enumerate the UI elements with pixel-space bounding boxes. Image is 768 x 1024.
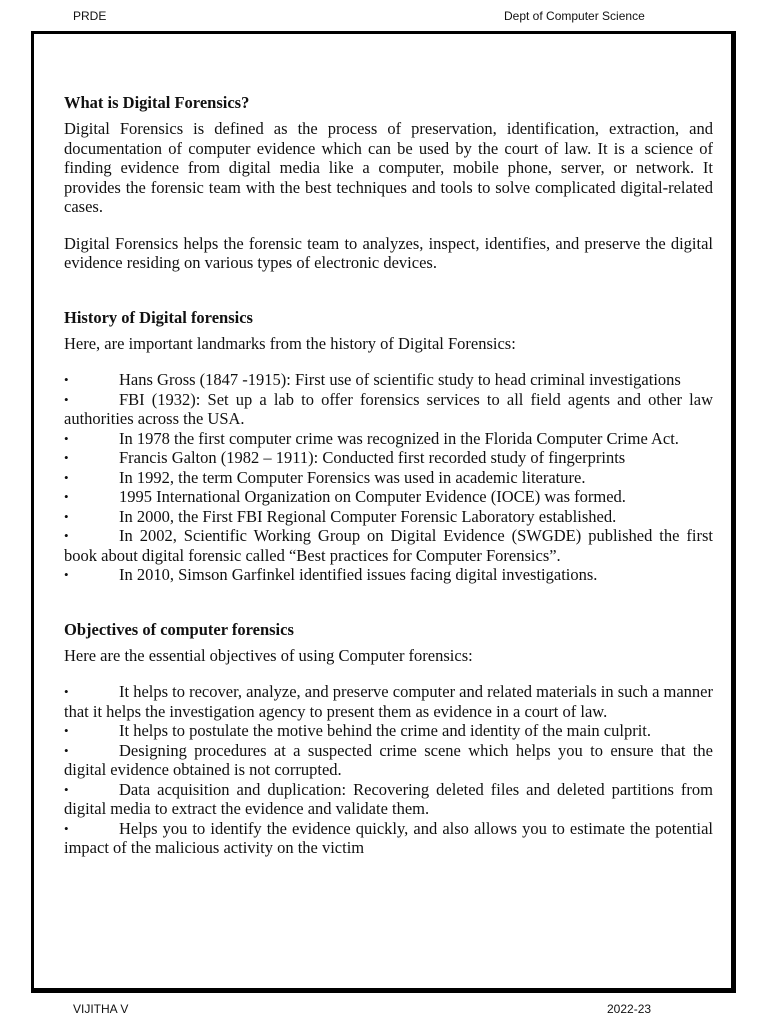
- paragraph: Digital Forensics helps the forensic team to analyzes, inspect, identifies, and preserve the digital evidence residing on various types of electronic devices.: [64, 233, 713, 272]
- bullet: •: [64, 391, 69, 407]
- bullet: •: [64, 567, 69, 582]
- bullet: •: [64, 430, 69, 446]
- header-right: Dept of Computer Science: [504, 9, 645, 23]
- paragraph: Digital Forensics is defined as the process of preservation, identification, extraction, and documentation of computer evidence which can be used by the court of law. It is a science of finding evidence from digital media like a computer, mobile phone, server, or network. It provides the forensic team with the best techniques and tools to solve complicated digital-related cases.: [64, 119, 713, 216]
- bullet: •: [64, 469, 69, 485]
- bullet: •: [64, 528, 69, 543]
- objectives-list: [64, 682, 713, 858]
- list-item: • In 2010, Simson Garfinkel identified issues facing digital investigations.: [64, 565, 598, 584]
- bullet: •: [64, 820, 69, 836]
- header-left: PRDE: [73, 9, 107, 23]
- list-item: • It helps to recover, analyze, and preserve computer and related materials in such a manner that it helps the investigation agency to present them as evidence in a court of law.: [64, 682, 713, 721]
- list-item: • In 1992, the term Computer Forensics was used in academic literature.: [64, 467, 586, 487]
- list-item: • Francis Galton (1982 – 1911): Conducted first recorded study of fingerprints: [64, 448, 626, 467]
- bullet: •: [64, 372, 69, 387]
- paragraph: Here, are important landmarks from the history of Digital Forensics:: [64, 333, 516, 353]
- list-item: • In 1978 the first computer crime was recognized in the Florida Computer Crime Act.: [64, 428, 679, 448]
- history-list: [64, 370, 713, 585]
- list-item: • Designing procedures at a suspected crime scene which helps you to ensure that the digital evidence obtained is not corrupted.: [64, 740, 713, 779]
- list-item: • Data acquisition and duplication: Recovering deleted files and deleted partitions from digital media to extract the evidence and validate them.: [64, 779, 713, 818]
- list-item: • In 2002, Scientific Working Group on Digital Evidence (SWGDE) published the first book about digital forensic called “Best practices for Computer Forensics”.: [64, 526, 713, 565]
- bullet: •: [64, 781, 69, 797]
- section-heading-what: What is Digital Forensics?: [64, 93, 250, 112]
- list-item: • Hans Gross (1847 -1915): First use of scientific study to head criminal investigations: [64, 370, 681, 389]
- paragraph: Here are the essential objectives of using Computer forensics:: [64, 645, 473, 665]
- document-body: [64, 92, 713, 858]
- bullet: •: [64, 742, 69, 758]
- bullet: •: [64, 489, 69, 504]
- list-item: • FBI (1932): Set up a lab to offer forensics services to all field agents and other law authorities across the USA.: [64, 389, 713, 428]
- footer-left: VIJITHA V: [73, 1002, 129, 1016]
- list-item: • 1995 International Organization on Computer Evidence (IOCE) was formed.: [64, 487, 626, 506]
- list-item: • In 2000, the First FBI Regional Computer Forensic Laboratory established.: [64, 506, 617, 526]
- bullet: •: [64, 723, 69, 738]
- bullet: •: [64, 508, 69, 524]
- list-item: • Helps you to identify the evidence quickly, and also allows you to estimate the potential impact of the malicious activity on the victim: [64, 818, 713, 857]
- footer-right: 2022-23: [607, 1002, 652, 1016]
- bullet: •: [64, 450, 69, 465]
- list-item: • It helps to postulate the motive behind the crime and identity of the main culprit.: [64, 721, 651, 740]
- section-heading-history: History of Digital forensics: [64, 307, 253, 327]
- bullet: •: [64, 684, 69, 699]
- section-heading-objectives: Objectives of computer forensics: [64, 619, 294, 639]
